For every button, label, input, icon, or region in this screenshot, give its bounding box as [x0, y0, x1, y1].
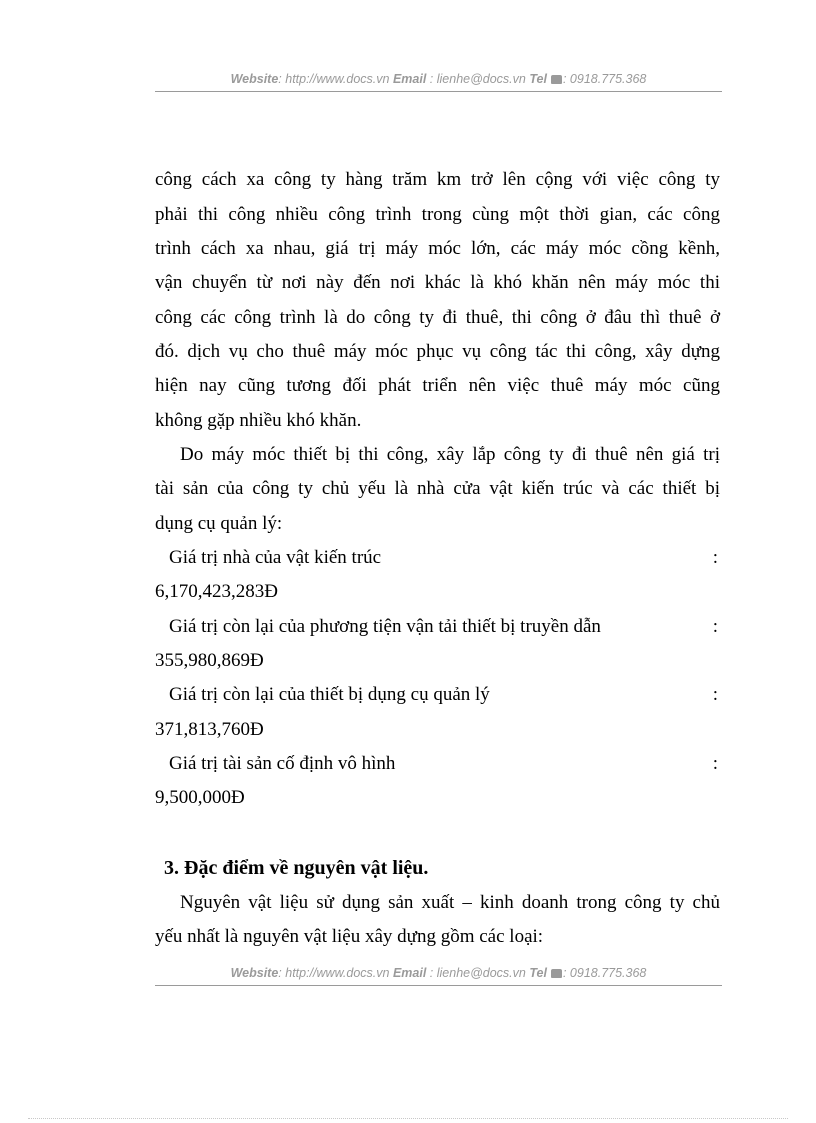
- body-line: tài sản của công ty chủ yếu là nhà cửa vật kiến trúc và các thiết bị: [155, 478, 720, 499]
- body-line: dụng cụ quản lý:: [155, 513, 283, 534]
- body-line: không gặp nhiều khó khăn.: [155, 410, 362, 431]
- body-line: đó. dịch vụ cho thuê máy móc phục vụ công tác thi công, xây dựng: [155, 341, 720, 362]
- header-tel-number: : 0918.775.368: [562, 72, 647, 86]
- body-line: phải thi công nhiều công trình trong cùng một thời gian, các công: [155, 204, 720, 225]
- footer-email-address[interactable]: : lienhe@docs.vn: [426, 966, 526, 980]
- asset-value: 371,813,760Đ: [155, 719, 264, 740]
- body-line: công các công trình là do công ty đi thuê, thi công ở đâu thì thuê ở: [155, 307, 720, 328]
- footer-website-label: Website: [230, 966, 279, 980]
- header-website-url[interactable]: : http://www.docs.vn: [278, 72, 390, 86]
- asset-value: 9,500,000Đ: [155, 787, 245, 808]
- footer-tel-number: : 0918.775.368: [562, 966, 647, 980]
- footer-divider: [155, 985, 722, 986]
- asset-label: Giá trị còn lại của thiết bị dụng cụ quản lý: [169, 684, 490, 705]
- header-website-label: Website: [230, 72, 279, 86]
- asset-colon: :: [712, 547, 718, 568]
- asset-value: 355,980,869Đ: [155, 650, 264, 671]
- asset-label: Giá trị tài sản cố định vô hình: [169, 753, 396, 774]
- asset-colon: :: [712, 684, 718, 705]
- header-email-label: Email: [392, 72, 427, 86]
- footer-email-label: Email: [392, 966, 427, 980]
- section-heading: 3. Đặc điểm về nguyên vật liệu.: [164, 857, 429, 879]
- body-line: Nguyên vật liệu sử dụng sản xuất – kinh doanh trong công ty chủ: [180, 892, 720, 913]
- header-tel-label: Tel: [529, 72, 547, 86]
- asset-colon: :: [712, 616, 718, 637]
- phone-icon: [551, 969, 562, 978]
- body-line: vận chuyển từ nơi này đến nơi khác là khó khăn nên máy móc thi: [155, 272, 720, 293]
- body-line: yếu nhất là nguyên vật liệu xây dựng gồm các loại:: [155, 926, 544, 947]
- page-footer: [155, 966, 722, 980]
- body-line: công cách xa công ty hàng trăm km trở lên cộng với việc công ty: [155, 169, 720, 190]
- asset-colon: :: [712, 753, 718, 774]
- phone-icon: [551, 75, 562, 84]
- header-divider: [155, 91, 722, 92]
- asset-label: Giá trị còn lại của phương tiện vận tải thiết bị truyền dẫn: [169, 616, 601, 637]
- footer-tel-label: Tel: [529, 966, 547, 980]
- page-header: [155, 72, 722, 86]
- body-line: hiện nay cũng tương đối phát triển nên việc thuê máy móc cũng: [155, 375, 720, 396]
- footer-website-url[interactable]: : http://www.docs.vn: [278, 966, 390, 980]
- asset-label: Giá trị nhà của vật kiến trúc: [169, 547, 382, 568]
- page-bottom-divider: [28, 1118, 788, 1119]
- body-line: trình cách xa nhau, giá trị máy móc lớn, các máy móc cồng kềnh,: [155, 238, 720, 259]
- body-line: Do máy móc thiết bị thi công, xây lắp công ty đi thuê nên giá trị: [180, 444, 720, 465]
- header-email-address[interactable]: : lienhe@docs.vn: [426, 72, 526, 86]
- asset-value: 6,170,423,283Đ: [155, 581, 278, 602]
